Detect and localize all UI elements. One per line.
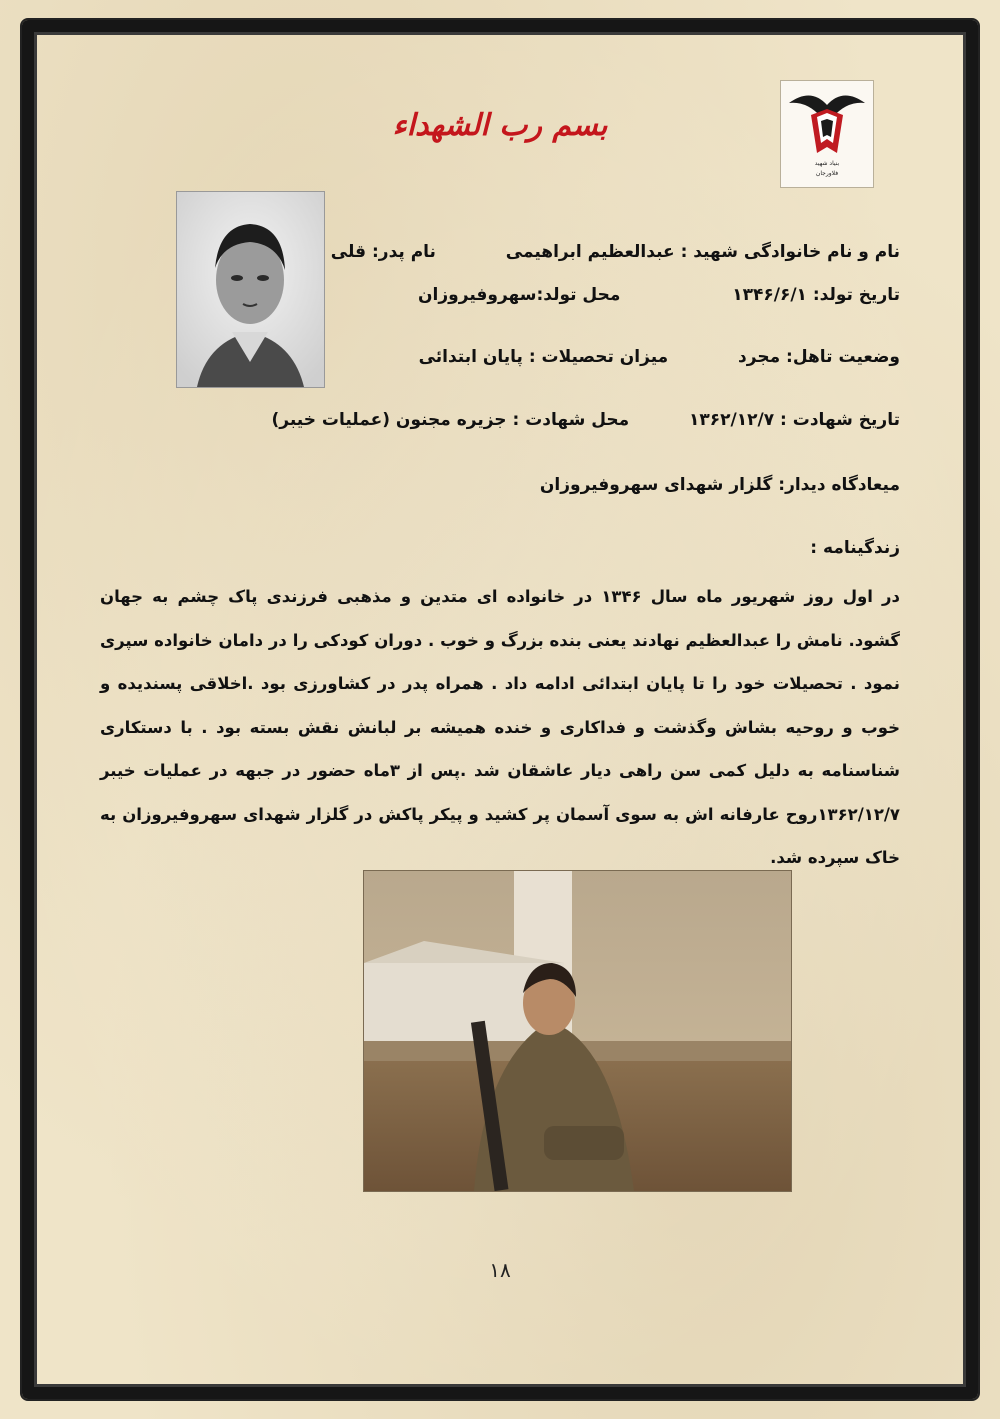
birth-place-value: سهروفیروزان xyxy=(418,285,537,305)
martyrdom-place-label: محل شهادت : xyxy=(512,410,630,430)
father-value: قلی xyxy=(330,242,367,262)
name-label: نام و نام خانوادگی شهید : xyxy=(680,242,900,262)
father-label: نام پدر: xyxy=(371,242,436,262)
marital-label: وضعیت تاهل: xyxy=(786,347,900,367)
martyrdom-place-value: جزیره مجنون (عملیات خیبر) xyxy=(271,410,507,430)
biography-heading: زندگینامه : xyxy=(810,538,900,558)
birth-place-label: محل تولد: xyxy=(536,285,621,305)
meeting-row xyxy=(540,475,900,495)
marital-row xyxy=(419,347,900,367)
svg-text:بنیاد شهید: بنیاد شهید xyxy=(814,160,840,167)
name-value: عبدالعظیم ابراهیمی xyxy=(505,242,675,262)
martyrdom-row xyxy=(272,410,901,430)
marital-value: مجرد xyxy=(738,347,781,367)
name-row xyxy=(331,242,900,262)
birth-row xyxy=(418,285,900,305)
meeting-value: گلزار شهدای سهروفیروزان xyxy=(539,475,773,495)
biography-text: در اول روز شهریور ماه سال ۱۳۴۶ در خانواده ای متدین و مذهبی فرزندی پاک چشم به جهان گشود. نامش را عبدالعظیم نهادند یعنی بنده بزرگ و خوب . دوران کودکی را در دامان خانواده سپری نمود . تحصیلات خود را تا پایان ابتدائی ادامه داد . همراه پدر در کشاورزی بود .اخلاقی پسندیده و خوب و روحیه بشاش وگذشت و فداکاری و خنده همیشه بر لبانش نقش بسته بود . با دستکاری شناسنامه به دلیل کمی سن راهی دیار عاشقان شد .پس از ۳ماه حضور در جبهه در عملیات خیبر ۱۳۶۲/۱۲/۷روح عارفانه اش به سوی آسمان پر کشید و پیکر پاکش در گلزار شهدای سهروفیروزان به خاک سپرده شد. xyxy=(100,587,901,867)
portrait-photo xyxy=(176,191,325,388)
birth-date-value: ۱۳۴۶/۶/۱ xyxy=(732,285,807,305)
page-number: ۱۸ xyxy=(489,1258,511,1282)
martyrdom-date-value: ۱۳۶۲/۱۲/۷ xyxy=(689,410,775,430)
soldier-photo xyxy=(363,870,792,1192)
meeting-label: میعادگاه دیدار: xyxy=(778,475,900,495)
birth-date-label: تاریخ تولد: xyxy=(812,285,900,305)
svg-text:فلاورجان: فلاورجان xyxy=(815,170,839,177)
education-value: پایان ابتدائی xyxy=(418,347,523,367)
page-title: بسم رب الشهداء xyxy=(392,108,608,143)
education-label: میزان تحصیلات : xyxy=(528,347,669,367)
martyrdom-date-label: تاریخ شهادت : xyxy=(780,410,900,430)
foundation-logo xyxy=(780,80,874,188)
